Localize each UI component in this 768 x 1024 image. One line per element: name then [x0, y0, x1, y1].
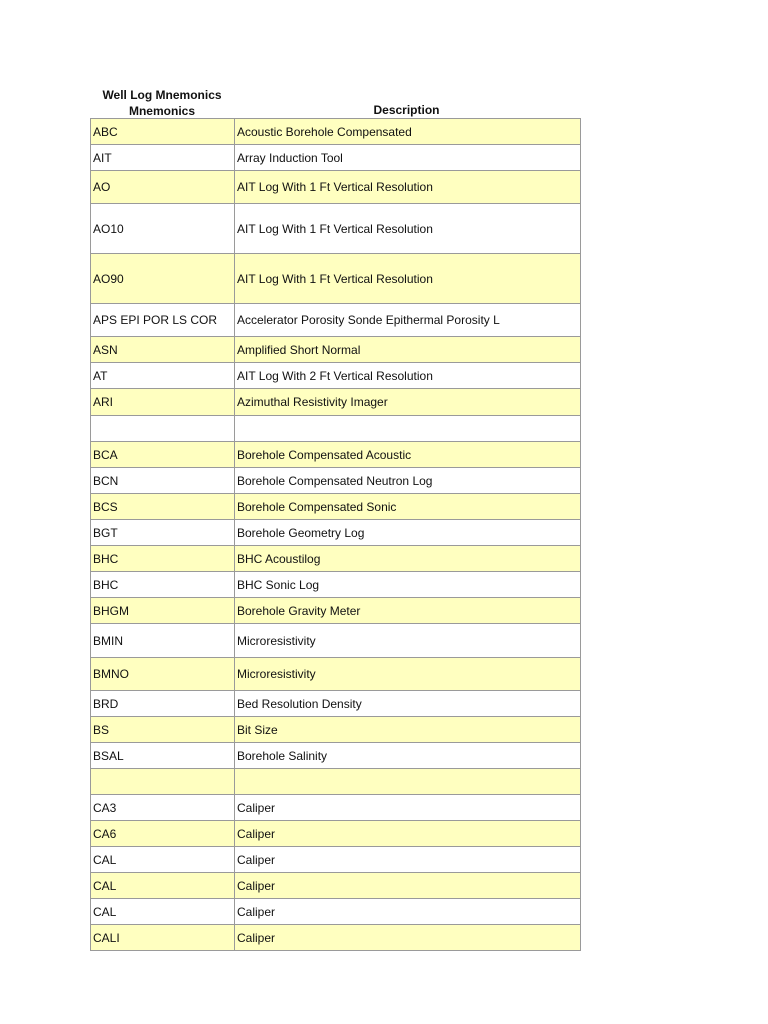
mnemonic-cell: BHGM [91, 598, 235, 624]
description-cell: Azimuthal Resistivity Imager [235, 389, 581, 416]
table-row [91, 389, 581, 416]
sheet-title: Well Log Mnemonics [102, 88, 222, 102]
mnemonics-header: Mnemonics [128, 104, 195, 118]
table-row [91, 873, 581, 899]
mnemonic-cell: CAL [91, 847, 235, 873]
table-title [97, 87, 227, 119]
description-cell: Caliper [235, 821, 581, 847]
mnemonic-cell: CAL [91, 899, 235, 925]
description-cell: Bit Size [235, 717, 581, 743]
table-row [91, 119, 581, 145]
table-row [91, 743, 581, 769]
table-row [91, 416, 581, 442]
description-cell: BHC Acoustilog [235, 546, 581, 572]
table-row [91, 468, 581, 494]
mnemonic-cell: BCS [91, 494, 235, 520]
mnemonic-cell: BRD [91, 691, 235, 717]
table-row [91, 520, 581, 546]
mnemonic-cell: AO90 [91, 254, 235, 304]
table-row [91, 337, 581, 363]
mnemonic-cell [91, 769, 235, 795]
mnemonic-cell: AT [91, 363, 235, 389]
mnemonic-cell: BCN [91, 468, 235, 494]
table-row [91, 821, 581, 847]
mnemonic-cell: AO [91, 171, 235, 204]
table-row [91, 717, 581, 743]
table-row [91, 546, 581, 572]
mnemonic-cell: BSAL [91, 743, 235, 769]
table-row [91, 254, 581, 304]
description-cell: Borehole Salinity [235, 743, 581, 769]
table-row [91, 494, 581, 520]
mnemonic-cell: CALI [91, 925, 235, 951]
description-cell: AIT Log With 2 Ft Vertical Resolution [235, 363, 581, 389]
description-cell [235, 416, 581, 442]
mnemonic-cell [91, 416, 235, 442]
table-row [91, 925, 581, 951]
mnemonic-cell: ARI [91, 389, 235, 416]
table-row [91, 572, 581, 598]
description-cell [235, 769, 581, 795]
table-row [91, 847, 581, 873]
table-row [91, 769, 581, 795]
description-header: Description [373, 103, 440, 117]
description-cell: Caliper [235, 873, 581, 899]
description-cell: Borehole Gravity Meter [235, 598, 581, 624]
mnemonic-cell: CA6 [91, 821, 235, 847]
table-row [91, 442, 581, 468]
description-cell: Borehole Compensated Acoustic [235, 442, 581, 468]
table-row [91, 899, 581, 925]
description-cell: Microresistivity [235, 624, 581, 658]
description-cell: Amplified Short Normal [235, 337, 581, 363]
description-cell: Accelerator Porosity Sonde Epithermal Porosity L [235, 304, 581, 337]
description-cell: Microresistivity [235, 658, 581, 691]
mnemonic-cell: AO10 [91, 204, 235, 254]
table-row [91, 658, 581, 691]
mnemonic-cell: BS [91, 717, 235, 743]
description-cell: Caliper [235, 795, 581, 821]
description-cell: Caliper [235, 847, 581, 873]
mnemonic-cell: AIT [91, 145, 235, 171]
mnemonic-cell: ASN [91, 337, 235, 363]
mnemonics-table [90, 118, 581, 951]
mnemonic-cell: BCA [91, 442, 235, 468]
table-row [91, 171, 581, 204]
description-cell: Bed Resolution Density [235, 691, 581, 717]
description-cell: Borehole Compensated Sonic [235, 494, 581, 520]
description-cell: Acoustic Borehole Compensated [235, 119, 581, 145]
description-cell: AIT Log With 1 Ft Vertical Resolution [235, 254, 581, 304]
mnemonic-cell: CAL [91, 873, 235, 899]
table-row [91, 624, 581, 658]
mnemonic-cell: BHC [91, 546, 235, 572]
description-cell: AIT Log With 1 Ft Vertical Resolution [235, 171, 581, 204]
table-row [91, 363, 581, 389]
description-cell: Array Induction Tool [235, 145, 581, 171]
table-row [91, 204, 581, 254]
table-body [91, 119, 581, 951]
mnemonic-cell: BMIN [91, 624, 235, 658]
description-cell: Caliper [235, 925, 581, 951]
mnemonic-cell: ABC [91, 119, 235, 145]
description-cell: Caliper [235, 899, 581, 925]
description-cell: AIT Log With 1 Ft Vertical Resolution [235, 204, 581, 254]
table-row [91, 598, 581, 624]
description-cell: Borehole Compensated Neutron Log [235, 468, 581, 494]
table-row [91, 795, 581, 821]
table-row [91, 304, 581, 337]
description-cell: BHC Sonic Log [235, 572, 581, 598]
table-row [91, 691, 581, 717]
mnemonic-cell: APS EPI POR LS COR [91, 304, 235, 337]
mnemonic-cell: BGT [91, 520, 235, 546]
description-cell: Borehole Geometry Log [235, 520, 581, 546]
mnemonic-cell: CA3 [91, 795, 235, 821]
mnemonic-cell: BMNO [91, 658, 235, 691]
mnemonic-cell: BHC [91, 572, 235, 598]
table-row [91, 145, 581, 171]
